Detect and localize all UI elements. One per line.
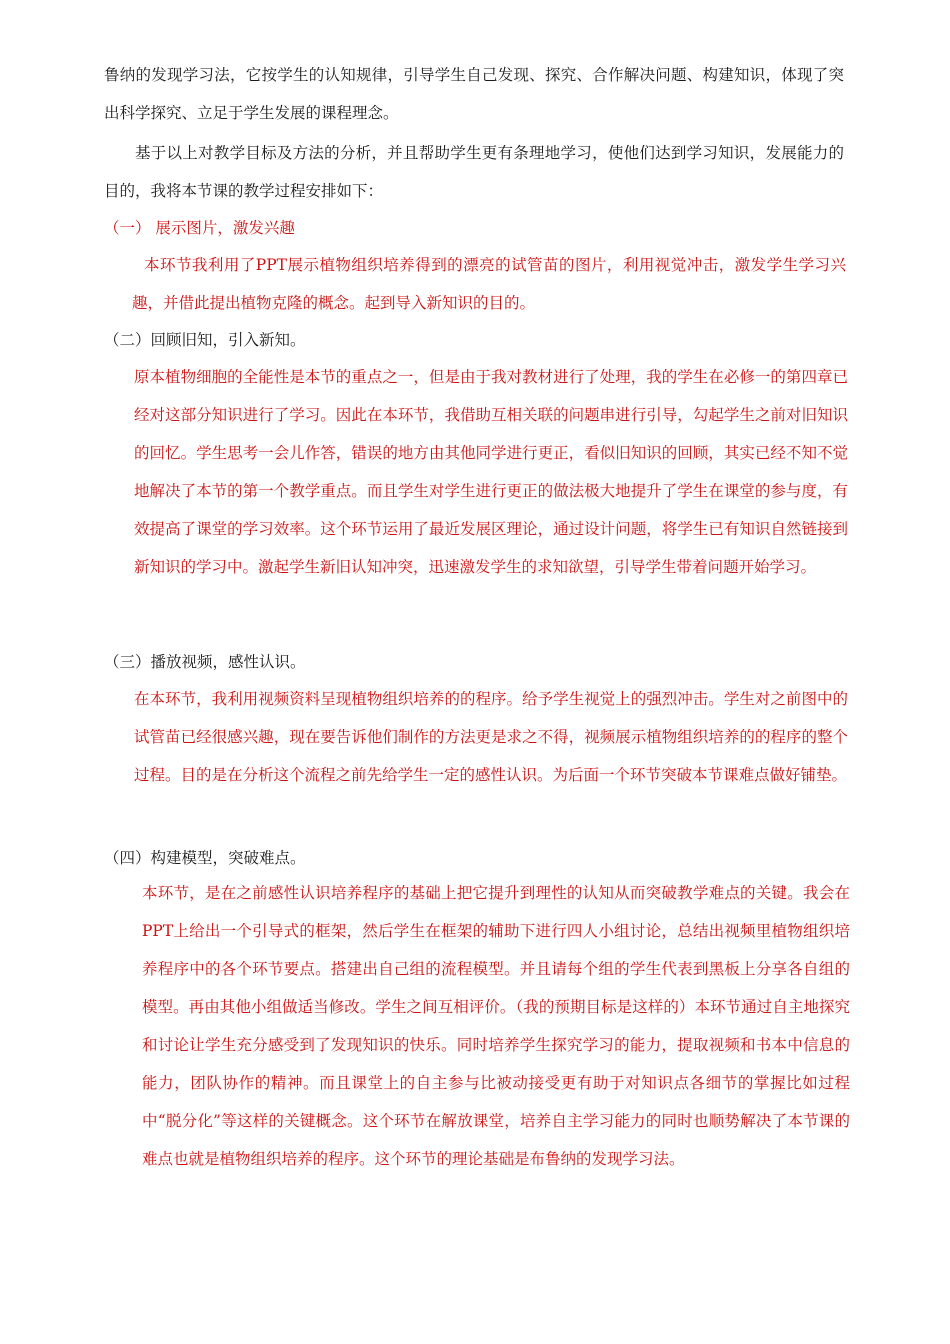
section-4-heading: （四）构建模型，突破难点。 xyxy=(104,849,306,867)
section-4-body: 本环节，是在之前感性认识培养程序的基础上把它提升到理性的认知从而突破教学难点的关键。我会在PPT上给出一个引导式的框架，然后学生在框架的辅助下进行四人小组讨论，总结出视频里植物组织培养程序中的各个环节要点。搭建出自己组的流程模型。并且请每个组的学生代表到黑板上分享各自组的模型。再由其他小组做适当修改。学生之间互相评价。（我的预期目标是这样的）本环节通过自主地探究和讨论让学生充分感受到了发现知识的快乐。同时培养学生探究学习的能力，提取视频和书本中信息的能力，团队协作的精神。而且课堂上的自主参与比被动接受更有助于对知识点各细节的掌握比如过程中“脱分化”等这样的关键概念。这个环节在解放课堂，培养自主学习能力的同时也顺势解决了本节课的难点也就是植物组织培养的程序。这个环节的理论基础是布鲁纳的发现学习法。 xyxy=(142,884,850,1168)
intro-paragraph-1: 鲁纳的发现学习法，它按学生的认知规律，引导学生自己发现、探究、合作解决问题、构建知识，体现了突出科学探究、立足于学生发展的课程理念。 xyxy=(104,66,844,122)
section-3-heading: （三）播放视频，感性认识。 xyxy=(104,653,306,671)
section-3-body: 在本环节，我利用视频资料呈现植物组织培养的的程序。给予学生视觉上的强烈冲击。学生对之前图中的试管苗已经很感兴趣，现在要告诉他们制作的方法更是求之不得，视频展示植物组织培养的的程序的整个过程。目的是在分析这个流程之前先给学生一定的感性认识。为后面一个环节突破本节课难点做好铺垫。 xyxy=(134,690,848,784)
section-1-body: 本环节我利用了PPT展示植物组织培养得到的漂亮的试管苗的图片，利用视觉冲击，激发学生学习兴趣，并借此提出植物克隆的概念。起到导入新知识的目的。 xyxy=(132,256,846,312)
intro-paragraph-2: 基于以上对教学目标及方法的分析，并且帮助学生更有条理地学习，使他们达到学习知识，发展能力的目的，我将本节课的教学过程安排如下： xyxy=(104,144,844,200)
section-1-heading: （一） 展示图片，激发兴趣 xyxy=(104,219,295,237)
section-2-heading: （二）回顾旧知，引入新知。 xyxy=(104,331,306,349)
section-2-body: 原本植物细胞的全能性是本节的重点之一，但是由于我对教材进行了处理，我的学生在必修一的第四章已经对这部分知识进行了学习。因此在本环节，我借助互相关联的问题串进行引导，勾起学生之前对旧知识的回忆。学生思考一会儿作答，错误的地方由其他同学进行更正，看似旧知识的回顾，其实已经不知不觉地解决了本节的第一个教学重点。而且学生对学生进行更正的做法极大地提升了学生在课堂的参与度，有效提高了课堂的学习效率。这个环节运用了最近发展区理论，通过设计问题，将学生已有知识自然链接到新知识的学习中。激起学生新旧认知冲突，迅速激发学生的求知欲望，引导学生带着问题开始学习。 xyxy=(134,368,848,576)
